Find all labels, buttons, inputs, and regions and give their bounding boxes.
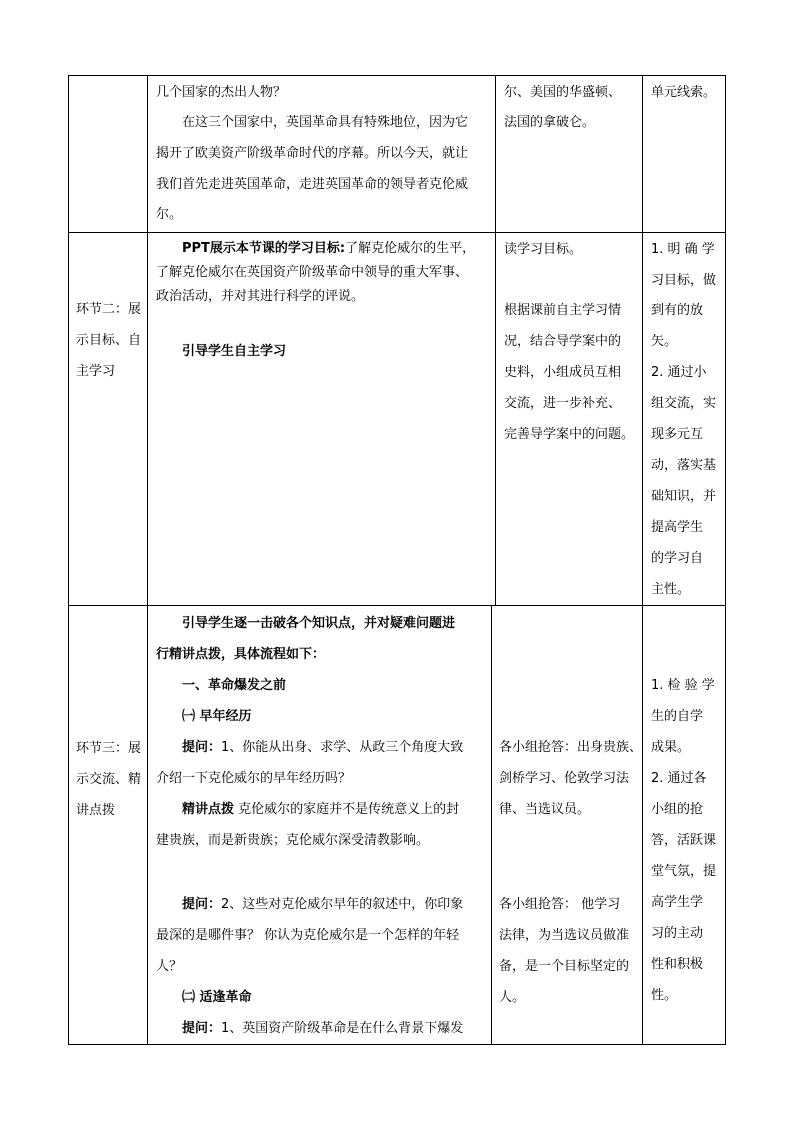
row3-p1-line-2: 建贵族，而是新贵族；克伦威尔深受清教影响。 — [156, 833, 430, 848]
row3-section-1: 一、革命爆发之前 — [182, 678, 287, 693]
row3-q1-label: 提问： — [182, 740, 222, 755]
row3-q2-label: 提问： — [182, 897, 222, 912]
table-border-top — [68, 75, 725, 76]
row2-intent-line-4: 矢。 — [651, 334, 678, 349]
row2-stage-line-1: 环节二：展 — [76, 302, 142, 317]
row3-intent-line-9: 习的主动 — [651, 926, 704, 941]
table-border-left — [68, 75, 69, 1045]
row3-sub-1: ㈠ 早年经历 — [182, 709, 252, 724]
row3-q3-line-1 — [156, 1014, 463, 1045]
row3-intent-line-6: 答，活跃课 — [651, 833, 717, 848]
row2-student-line-1: 读学习目标。 — [504, 242, 583, 257]
row-divider-2 — [68, 605, 725, 606]
row3-q3-text: 1、英国资产阶级革命是在什么背景下爆发 — [221, 1021, 464, 1036]
row3-intro-line-2: 行精讲点拨，具体流程如下： — [156, 647, 326, 662]
row3-sub-2: ㈡ 适逢革命 — [182, 990, 252, 1005]
row2-intent-line-5: 2. 通过小 — [651, 365, 707, 380]
row3-stage-line-1: 环节三：展 — [76, 741, 142, 756]
row3-student-b-line-1: 各小组抢答： 他学习 — [499, 897, 621, 912]
column-divider-2a — [495, 75, 496, 605]
row1-student-line-2: 法国的拿破仑。 — [504, 115, 596, 130]
row3-intro-line-1: 引导学生逐一击破各个知识点，并对疑难问题进 — [182, 616, 456, 631]
row2-goal-line-2: 了解克伦威尔在英国资产阶级革命中领导的重大军事、 — [156, 265, 469, 280]
row3-stage-line-3: 讲点拨 — [76, 803, 116, 818]
row2-stage-line-3: 主学习 — [76, 364, 116, 379]
row2-intent-line-2: 习目标，做 — [651, 273, 717, 288]
row-divider-1 — [68, 232, 725, 233]
row3-q2-line-2: 最深的是哪件事？ 你认为克伦威尔是一个怎样的年轻 — [156, 928, 460, 943]
row1-content-line-2: 在这三个国家中，英国革命具有特殊地位，因为它 — [182, 115, 469, 130]
row2-stage-line-2: 示目标、自 — [76, 333, 142, 348]
row3-q1-text: 1、你能从出身、求学、从政三个角度大致 — [221, 740, 464, 755]
row2-goal-line-1 — [156, 237, 475, 261]
row3-student-b-line-3: 备，是一个目标坚定的 — [499, 959, 630, 974]
row3-student-a-line-1: 各小组抢答：出身贵族、 — [499, 740, 643, 755]
row2-intent-line-9: 础知识，并 — [651, 489, 717, 504]
row2-student-line-5: 史料，小组成员互相 — [504, 365, 622, 380]
row1-student-line-1: 尔、美国的华盛顿、 — [504, 85, 622, 100]
row3-stage-line-2: 示交流、精 — [76, 772, 142, 787]
row2-intent-line-12: 主性。 — [651, 582, 691, 597]
row1-intent-line-1: 单元线索。 — [651, 85, 717, 100]
row3-student-a-line-2: 剑桥学习、伦敦学习法 — [499, 771, 630, 786]
row3-student-a-line-3: 律、当选议员。 — [499, 802, 591, 817]
row3-q2-line-1 — [156, 890, 463, 921]
row1-content-line-1: 几个国家的杰出人物？ — [156, 85, 287, 100]
column-divider-1 — [147, 75, 148, 1045]
row3-intent-line-3: 成果。 — [651, 740, 691, 755]
row3-intent-line-1: 1. 检 验 学 — [651, 678, 715, 693]
row2-guide: 引导学生自主学习 — [182, 344, 287, 359]
row3-q2-line-3: 人？ — [156, 959, 183, 974]
row3-intent-line-10: 性和积极 — [651, 957, 704, 972]
row2-intent-line-1: 1. 明 确 学 — [651, 242, 715, 257]
row3-student-b-line-4: 人。 — [499, 990, 526, 1005]
row3-student-b-line-2: 法律，为当选议员做准 — [499, 928, 630, 943]
column-divider-3 — [642, 75, 643, 1045]
row2-student-line-4: 况，结合导学案中的 — [504, 334, 622, 349]
row2-student-line-3: 根据课前自主学习情 — [504, 303, 622, 318]
row3-p1-line-1 — [156, 795, 459, 826]
row2-goal-rest: 了解克伦威尔的生平， — [345, 241, 476, 256]
row3-intent-line-2: 生的自学 — [651, 709, 704, 724]
row1-content-line-5: 尔。 — [156, 207, 183, 222]
row2-intent-line-10: 提高学生 — [651, 520, 704, 535]
row2-student-line-6: 交流，进一步补充、 — [504, 396, 622, 411]
row2-student-line-7: 完善导学案中的问题。 — [504, 427, 635, 442]
row3-q3-label: 提问： — [182, 1021, 222, 1036]
row2-intent-line-8: 动，落实基 — [651, 458, 717, 473]
row3-q1-line-1 — [156, 733, 463, 764]
row2-goal-line-3: 政治活动，并对其进行科学的评说。 — [156, 289, 365, 304]
row3-intent-line-5: 小组的抢 — [651, 802, 704, 817]
row3-q1-line-2: 介绍一下克伦威尔的早年经历吗？ — [156, 771, 352, 786]
row2-intent-line-3: 到有的放 — [651, 303, 704, 318]
row2-goal-bold: PPT展示本节课的学习目标: — [182, 241, 346, 256]
row1-content-line-4: 我们首先走进英国革命，走进英国革命的领导者克伦威 — [156, 177, 469, 192]
row3-p1-label: 精讲点拨 — [182, 802, 235, 817]
column-divider-2b — [491, 605, 492, 1045]
row3-intent-line-4: 2. 通过各 — [651, 771, 707, 786]
table-border-right — [725, 75, 726, 1045]
row3-intent-line-7: 堂气氛，提 — [651, 864, 717, 879]
row2-intent-line-6: 组交流，实 — [651, 396, 717, 411]
row1-content-line-3: 揭开了欧美资产阶级革命时代的序幕。所以今天，就让 — [156, 146, 469, 161]
row3-intent-line-11: 性。 — [651, 988, 678, 1003]
row3-q2-text: 2、这些对克伦威尔早年的叙述中，你印象 — [221, 897, 464, 912]
row2-intent-line-7: 现多元互 — [651, 427, 704, 442]
row3-intent-line-8: 高学生学 — [651, 895, 704, 910]
row3-p1-text: 克伦威尔的家庭并不是传统意义上的封 — [238, 802, 460, 817]
row2-intent-line-11: 的学习自 — [651, 551, 704, 566]
